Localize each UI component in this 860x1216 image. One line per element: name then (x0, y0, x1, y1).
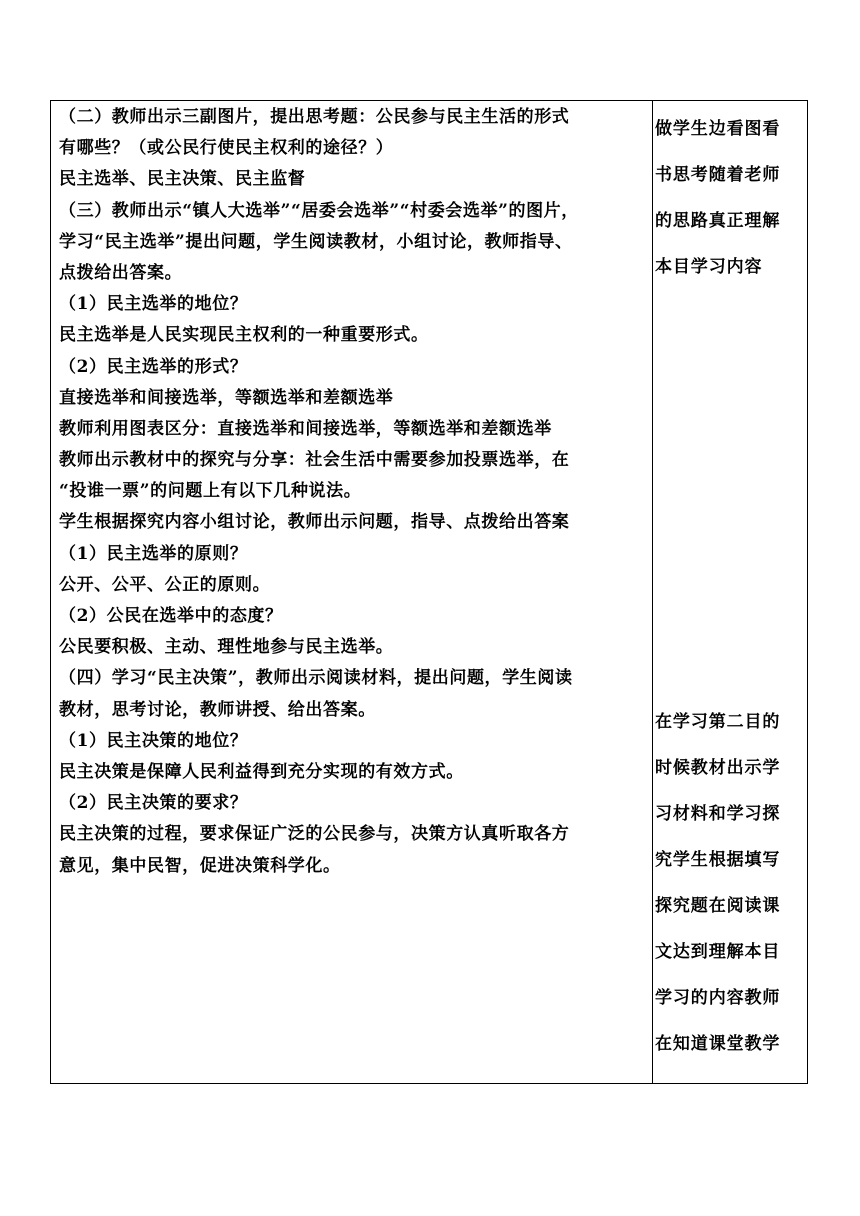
side-note-top (655, 106, 780, 290)
content-line: 民主决策是保障人民利益得到充分实现的有效方式。 (59, 761, 464, 782)
content-line: 教师出示教材中的探究与分享：社会生活中需要参加投票选举，在 (59, 450, 570, 471)
content-line: 有哪些？（或公民行使民主权利的途径？） (59, 138, 394, 159)
content-line: 公开、公平、公正的原则。 (59, 574, 271, 595)
side-note-line: 学习的内容教师 (655, 988, 781, 1008)
content-line: 点拨给出答案。 (59, 262, 183, 283)
content-line: 教师利用图表区分：直接选举和间接选举，等额选举和差额选举 (59, 418, 552, 439)
content-line: “投谁一票”的问题上有以下几种说法。 (59, 481, 362, 502)
content-line: 教材，思考讨论，教师讲授、给出答案。 (59, 699, 376, 720)
content-line: （2）民主决策的要求？ (59, 793, 248, 814)
teaching-content-cell (59, 102, 649, 882)
side-note-line: 书思考随着老师 (655, 165, 781, 185)
content-line: （2）公民在选举中的态度？ (59, 606, 283, 626)
side-note-line: 的思路真正理解 (655, 211, 781, 231)
side-note-line: 做学生边看图看 (655, 119, 781, 139)
lesson-plan-table (50, 100, 808, 1084)
content-line: 民主选举、民主决策、民主监督 (59, 169, 306, 190)
content-line: （1）民主决策的地位？ (59, 730, 248, 751)
content-line: 民主选举是人民实现民主权利的一种重要形式。 (59, 325, 429, 346)
side-note-bottom (655, 699, 780, 1067)
side-note-line: 在知道课堂教学 (655, 1034, 781, 1054)
content-line: 学生根据探究内容小组讨论，教师出示问题，指导、点拨给出答案 (59, 512, 570, 533)
side-note-line: 探究题在阅读课 (655, 896, 781, 916)
content-line: （1）民主选举的原则？ (59, 543, 248, 564)
content-line: 学习“民主选举”提出问题，学生阅读教材，小组讨论，教师指导、 (59, 231, 573, 252)
side-note-line: 时候教材出示学 (655, 758, 781, 778)
content-line: （二）教师出示三副图片，提出思考题：公民参与民主生活的形式 (59, 107, 570, 127)
content-line: （1）民主选举的地位？ (59, 294, 248, 315)
side-note-line: 习材料和学习探 (655, 804, 781, 824)
content-line: 民主决策的过程，要求保证广泛的公民参与，决策方认真听取各方 (59, 824, 570, 845)
content-line: 直接选举和间接选举，等额选举和差额选举 (59, 387, 394, 408)
column-divider (652, 101, 653, 1083)
content-line: （四）学习“民主决策”，教师出示阅读材料，提出问题，学生阅读 (59, 668, 573, 689)
side-note-line: 在学习第二目的 (655, 712, 781, 732)
side-note-line: 本目学习内容 (655, 257, 763, 277)
content-line: 公民要积极、主动、理性地参与民主选举。 (59, 637, 394, 658)
side-note-line: 文达到理解本目 (655, 942, 781, 962)
content-line: （2）民主选举的形式？ (59, 356, 248, 377)
side-note-line: 究学生根据填写 (655, 850, 781, 870)
content-line: 意见，集中民智，促进决策科学化。 (59, 855, 341, 876)
content-line: （三）教师出示“镇人大选举”“居委会选举”“村委会选举”的图片， (59, 200, 579, 221)
